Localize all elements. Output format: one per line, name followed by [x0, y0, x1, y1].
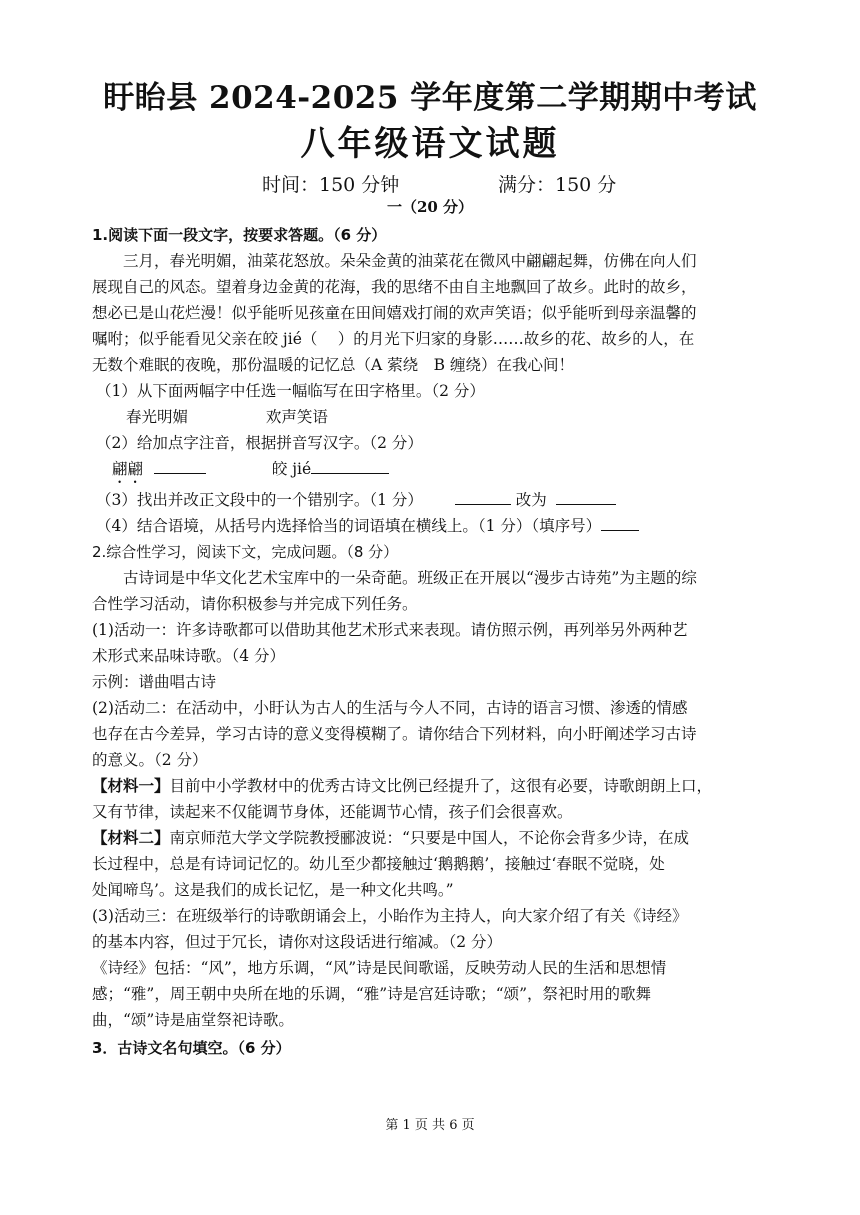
intro-line: 古诗词是中华文化艺术宝库中的一朵奇葩。班级正在开展以“漫步古诗苑”为主题的综 [123, 569, 697, 587]
activity-2-line: 的意义。（2 分） [92, 751, 208, 769]
exam-time: 时间：150 分钟 [262, 174, 400, 196]
passage-line: 三月，春光明媚，油菜花怒放。朵朵金黄的油菜花在微风中翩翩起舞，仿佛在向人们 [123, 252, 697, 270]
shijing-line: 《诗经》包括：“风”，地方乐调，“风”诗是民间歌谣，反映劳动人民的生活和思想情 [92, 959, 667, 977]
exam-subtitle: 八年级语文试题 [300, 124, 560, 164]
exam-title: 盱眙县 2024-2025 学年度第二学期期中考试 [103, 80, 757, 116]
page-footer: 第 1 页 共 6 页 [385, 1118, 475, 1133]
copy-word-1: 春光明媚 [126, 408, 189, 426]
activity-3-line: (3)活动三：在班级举行的诗歌朗诵会上，小眙作为主持人，向大家介绍了有关《诗经》 [92, 907, 688, 925]
answer-blank[interactable] [556, 488, 616, 505]
question-3-heading: 3．古诗文名句填空。（6 分） [92, 1039, 291, 1057]
answer-blank[interactable] [311, 457, 389, 474]
passage-line: 无数个难眠的夜晚，那份温暖的记忆总（A 萦绕 B 缠绕）在我心间！ [92, 356, 574, 374]
material-2: 【材料二】南京师范大学文学院教授郦波说：“只要是中国人，不论你会背多少诗，在成 [92, 828, 689, 847]
change-to-label: 改为 [515, 491, 547, 509]
activity-3-line: 的基本内容，但过于冗长，请你对这段话进行缩减。（2 分） [92, 933, 503, 951]
activity-2-line: (2)活动二：在活动中，小盱认为古人的生活与今人不同，古诗的语言习惯、渗透的情感 [92, 699, 688, 717]
material-1: 【材料一】目前中小学教材中的优秀古诗文比例已经提升了，这很有必要，诗歌朗朗上口， [92, 776, 713, 795]
material-2-line: 处闻啼鸟’。这是我们的成长记忆，是一种文化共鸣。” [92, 881, 454, 899]
exam-score: 满分：150 分 [498, 174, 617, 196]
passage-line: 想必已是山花烂漫！似乎能听见孩童在田间嬉戏打闹的欢声笑语；似乎能听到母亲温馨的 [92, 304, 697, 322]
intro-line: 合性学习活动，请你积极参与并完成下列任务。 [92, 595, 418, 613]
question-2-heading: 2.综合性学习，阅读下文，完成问题。（8 分） [92, 543, 399, 561]
passage-line: 嘱咐；似乎能看见父亲在皎 jié（ ）的月光下归家的身影……故乡的花、故乡的人，在 [92, 330, 695, 348]
answer-blank[interactable] [154, 457, 206, 474]
q1-sub2-items [92, 456, 772, 487]
material-1-label: 【材料一】 [92, 776, 170, 795]
example-line: 示例：谱曲唱古诗 [92, 673, 217, 691]
q1-passage [92, 248, 772, 274]
shijing-line: 曲，“颂”诗是庙堂祭祀诗歌。 [92, 1011, 294, 1029]
activity-2-line: 也存在古今差异，学习古诗的意义变得模糊了。请你结合下列材料，向小盱阐述学习古诗 [92, 725, 697, 743]
answer-blank[interactable] [455, 488, 511, 505]
question-1-heading: 1.阅读下面一段文字，按要求答题。（6 分） [92, 226, 387, 244]
q1-sub1: （1）从下面两幅字中任选一幅临写在田字格里。（2 分） [96, 382, 485, 400]
q1-sub4: （4）结合语境，从括号内选择恰当的词语填在横线上。（1 分）（填序号） [92, 513, 772, 539]
activity-1-line: 术形式来品味诗歌。（4 分） [92, 647, 286, 665]
q1-sub3: （3）找出并改正文段中的一个错别字。（1 分） 改为 [92, 487, 772, 513]
material-2-line: 长过程中，总是有诗词记忆的。幼儿至少都接触过‘鹅鹅鹅’，接触过‘春眠不觉晓，处 [92, 855, 665, 873]
pinyin-target-word: 翩翩 [112, 460, 144, 478]
q1-sub1-options [92, 404, 772, 430]
shijing-line: 感；“雅”，周王朝中央所在地的乐调，“雅”诗是宫廷诗歌；“颂”，祭祀时用的歌舞 [92, 985, 652, 1003]
material-1-line: 又有节律，读起来不仅能调节身体，还能调节心情，孩子们会很喜欢。 [92, 803, 573, 821]
exam-content [92, 222, 772, 1061]
hanzi-target-word: 皎 jié [271, 460, 312, 478]
material-2-label: 【材料二】 [92, 828, 170, 847]
copy-word-2: 欢声笑语 [265, 408, 328, 426]
answer-blank[interactable] [601, 514, 639, 531]
q1-sub2: （2）给加点字注音，根据拼音写汉字。（2 分） [96, 434, 423, 452]
section-heading: 一（20 分） [386, 198, 474, 216]
passage-line: 展现自己的风态。望着身边金黄的花海，我的思绪不由自主地飘回了故乡。此时的故乡， [92, 278, 697, 296]
activity-1-line: (1)活动一：许多诗歌都可以借助其他艺术形式来表现。请仿照示例，再列举另外两种艺 [92, 621, 688, 639]
